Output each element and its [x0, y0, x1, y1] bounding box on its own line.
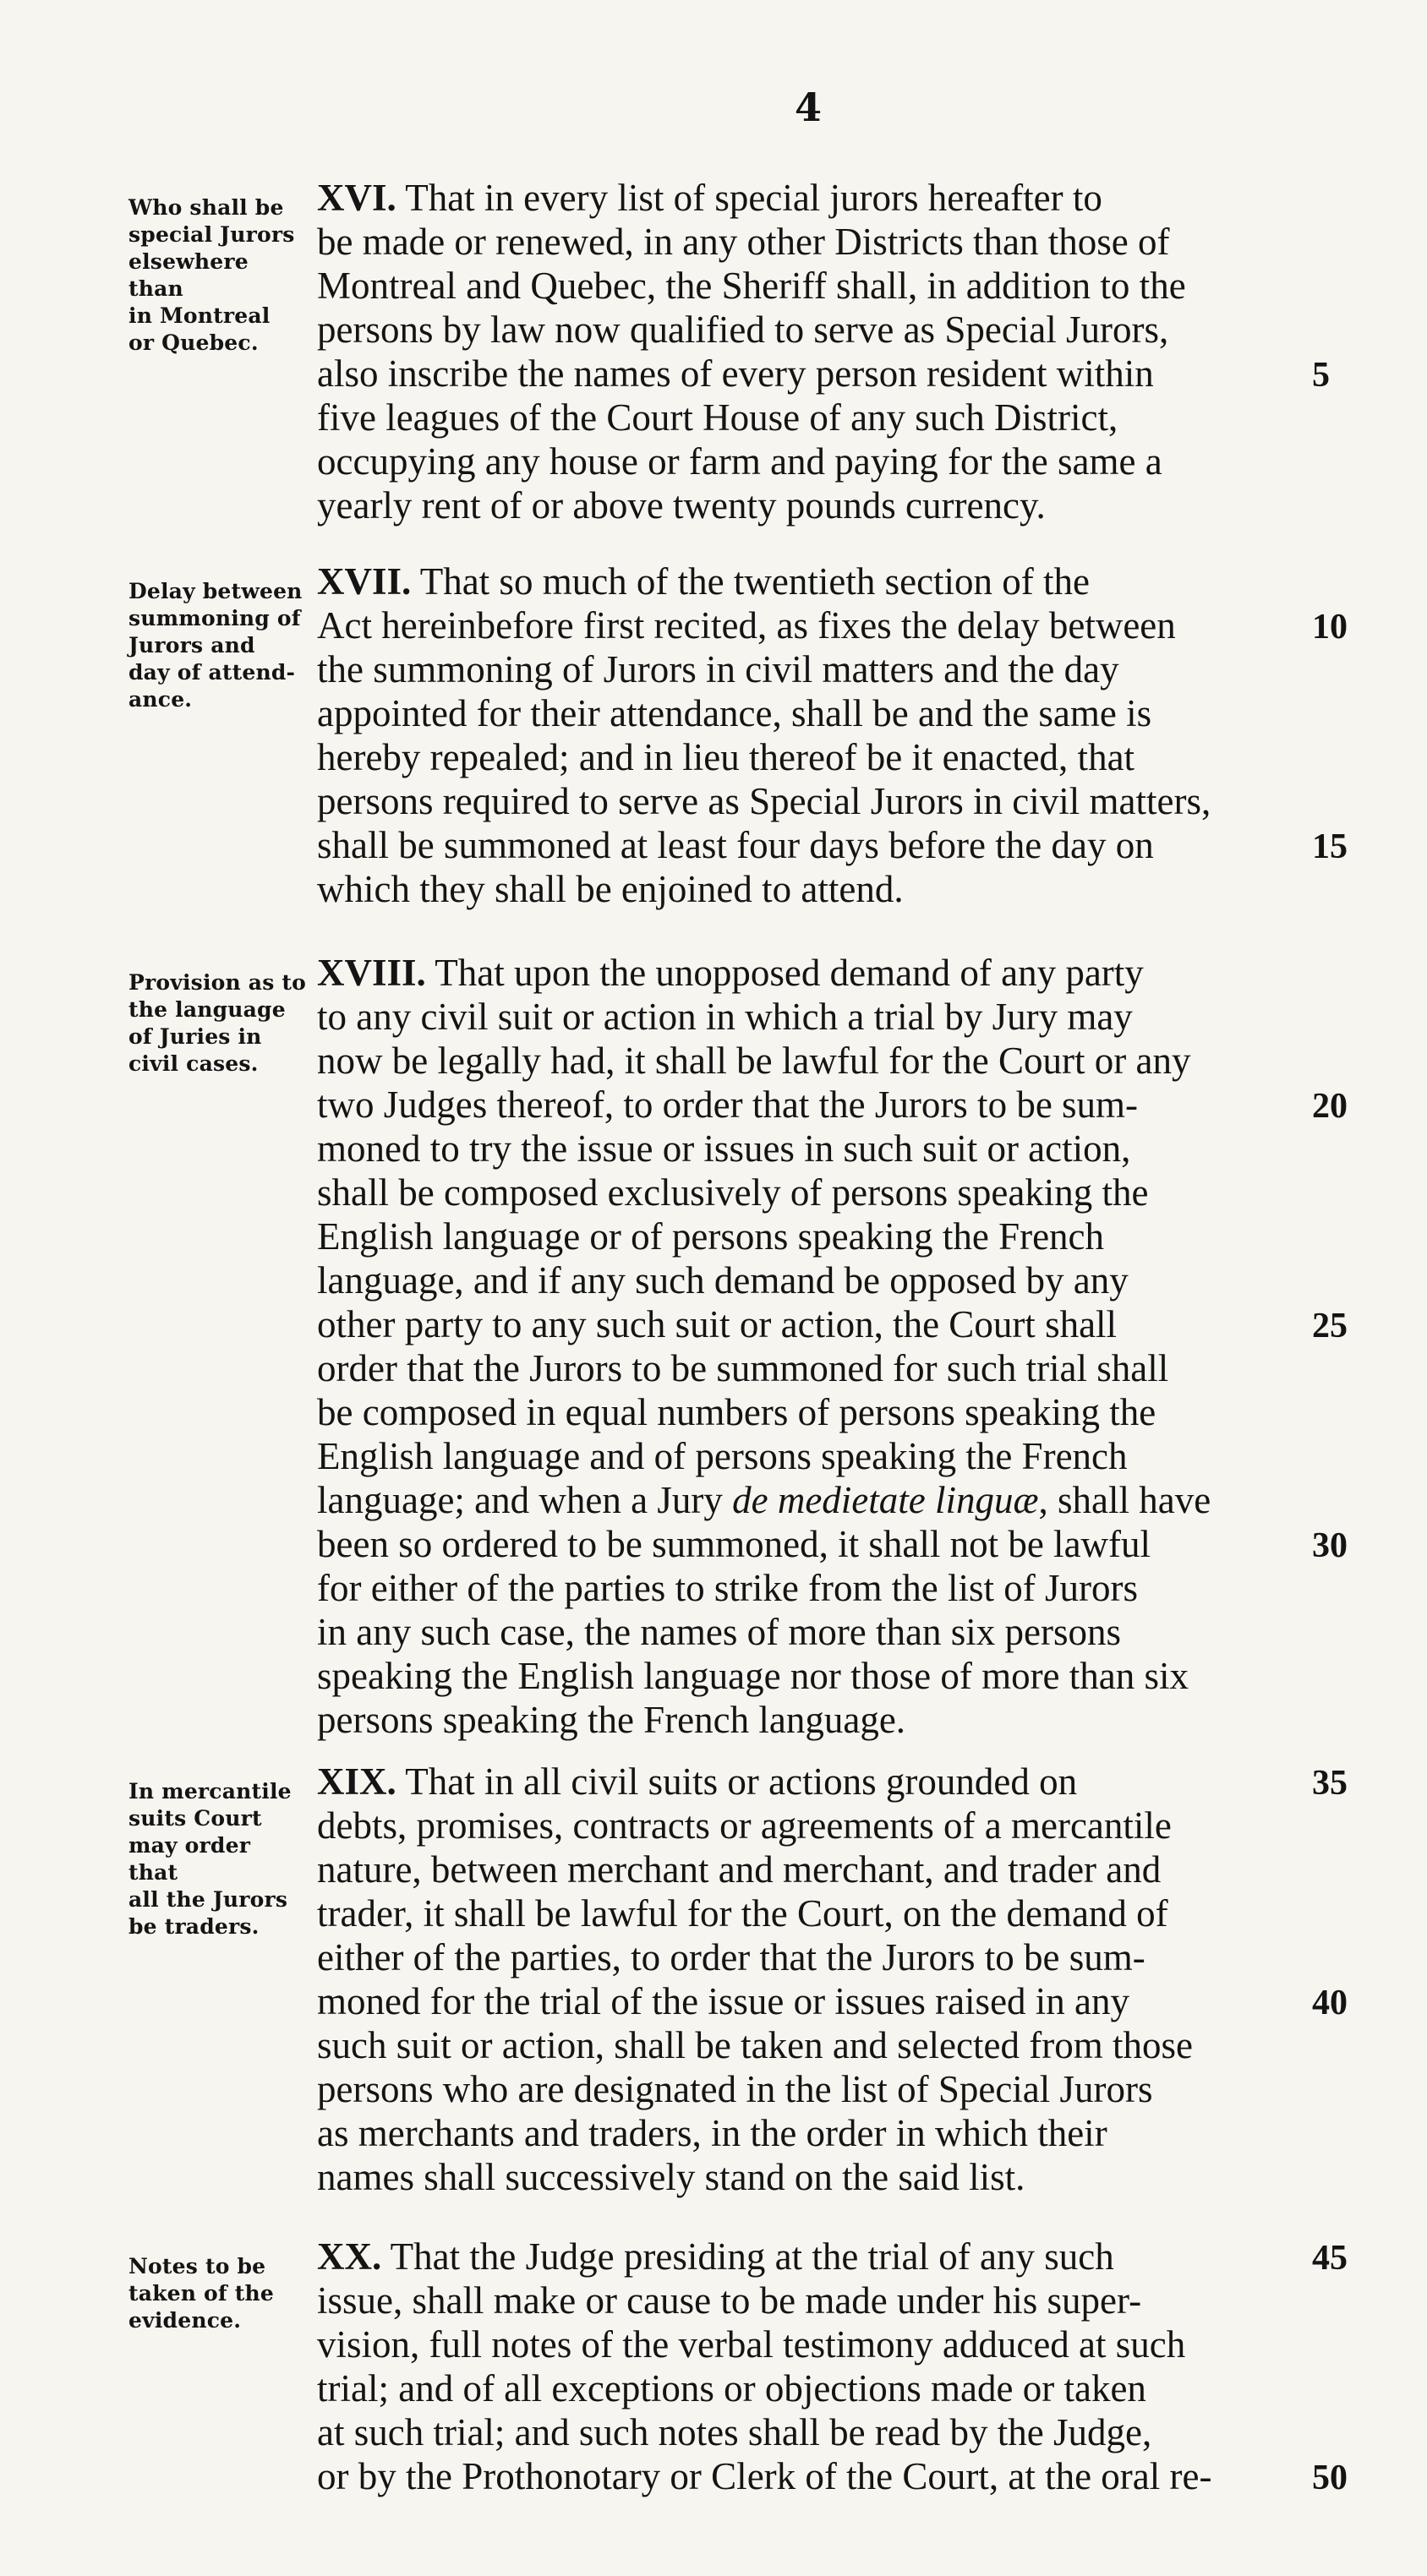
- text-line: [317, 1478, 1306, 1522]
- text-line: [317, 779, 1306, 823]
- line-text: moned to try the issue or issues in such suit or action,: [317, 1127, 1131, 1170]
- line-text: five leagues of the Court House of any such District,: [317, 396, 1118, 439]
- section-number: XVII.: [317, 560, 412, 603]
- text-line: [317, 396, 1306, 439]
- margin-line-number: 35: [1312, 1764, 1348, 1803]
- margin-note-xvii: [128, 578, 306, 713]
- margin-note-xvi: [128, 194, 306, 357]
- line-text: issue, shall make or cause to be made under his super-: [317, 2279, 1142, 2322]
- margin-note-line: special Jurors: [128, 222, 295, 247]
- text-line: [317, 2279, 1306, 2322]
- line-text: That so much of the twentieth section of the: [411, 560, 1091, 603]
- text-line: [317, 823, 1306, 867]
- text-line: [317, 1434, 1306, 1478]
- text-line: [317, 1522, 1306, 1566]
- line-text: speaking the English language nor those of more than six: [317, 1655, 1189, 1697]
- line-text: also inscribe the names of every person resident within: [317, 352, 1154, 395]
- text-line: [317, 1610, 1306, 1654]
- margin-note-line: evidence.: [128, 2308, 242, 2333]
- margin-note-line: day of attend-: [128, 660, 296, 685]
- text-line: [317, 2235, 1306, 2279]
- text-line: [317, 995, 1306, 1039]
- text-line: [317, 2454, 1306, 2498]
- margin-line-number: 15: [1312, 827, 1348, 866]
- text-line: [317, 2111, 1306, 2155]
- line-text: the summoning of Jurors in civil matters and the day: [317, 648, 1119, 690]
- line-text: been so ordered to be summoned, it shall not be lawful: [317, 1523, 1151, 1565]
- line-text: That in all civil suits or actions grounded on: [396, 1760, 1078, 1803]
- line-text: language, and if any such demand be opposed by any: [317, 1259, 1129, 1302]
- margin-note-line: taken of the: [128, 2281, 275, 2306]
- margin-note-line: the language: [128, 997, 286, 1022]
- line-text: That the Judge presiding at the trial of any such: [381, 2235, 1114, 2278]
- line-text: English language or of persons speaking the French: [317, 1215, 1105, 1258]
- text-line: [317, 2410, 1306, 2454]
- margin-note-line: civil cases.: [128, 1051, 259, 1076]
- text-line: [317, 439, 1306, 483]
- section-number: XVIII.: [317, 952, 426, 994]
- line-text: be made or renewed, in any other Districts than those of: [317, 221, 1170, 263]
- margin-note-line: may order that: [128, 1833, 251, 1885]
- line-text: trial; and of all exceptions or objections made or taken: [317, 2367, 1146, 2410]
- text-line: [317, 867, 1306, 911]
- text-line: [317, 1760, 1306, 1804]
- section-number: XIX.: [317, 1760, 396, 1803]
- text-line: [317, 220, 1306, 264]
- line-text: Montreal and Quebec, the Sheriff shall, in addition to the: [317, 265, 1186, 307]
- line-text: persons required to serve as Special Jurors in civil matters,: [317, 780, 1211, 822]
- line-text: nature, between merchant and merchant, and trader and: [317, 1848, 1162, 1891]
- text-line: [317, 2067, 1306, 2111]
- line-text: hereby repealed; and in lieu thereof be it enacted, that: [317, 736, 1135, 778]
- line-text: at such trial; and such notes shall be read by the Judge,: [317, 2411, 1152, 2453]
- margin-note-line: summoning of: [128, 606, 301, 630]
- text-line: [317, 647, 1306, 691]
- text-line: [317, 483, 1306, 527]
- margin-note-line: be traders.: [128, 1914, 260, 1939]
- line-text: Act hereinbefore first recited, as fixes the delay between: [317, 604, 1176, 647]
- margin-line-number: 5: [1312, 356, 1330, 395]
- line-text-after: , shall have: [1038, 1479, 1211, 1521]
- latin-phrase: de medietate linguæ: [732, 1479, 1039, 1521]
- margin-note-line: elsewhere than: [128, 249, 249, 301]
- line-text: order that the Jurors to be summoned for such trial shall: [317, 1347, 1169, 1389]
- line-text: persons speaking the French language.: [317, 1699, 906, 1741]
- margin-note-line: in Montreal: [128, 303, 271, 328]
- text-line: [317, 264, 1306, 308]
- margin-note-line: In mercantile: [128, 1779, 292, 1804]
- text-line: [317, 1083, 1306, 1127]
- line-text: English language and of persons speaking the French: [317, 1435, 1128, 1477]
- line-text: to any civil suit or action in which a trial by Jury may: [317, 996, 1133, 1038]
- text-line: [317, 1346, 1306, 1390]
- text-line: [317, 1039, 1306, 1083]
- line-text: in any such case, the names of more than six persons: [317, 1611, 1121, 1653]
- line-text: as merchants and traders, in the order in which their: [317, 2112, 1107, 2154]
- line-text: vision, full notes of the verbal testimony adduced at such: [317, 2323, 1186, 2366]
- text-line: [317, 2322, 1306, 2366]
- text-line: [317, 2366, 1306, 2410]
- text-line: [317, 2155, 1306, 2199]
- margin-note-line: ance.: [128, 687, 193, 712]
- text-line: [317, 2023, 1306, 2067]
- text-line: [317, 691, 1306, 735]
- line-text: yearly rent of or above twenty pounds currency.: [317, 484, 1046, 527]
- line-text: names shall successively stand on the said list.: [317, 2156, 1025, 2198]
- text-line: [317, 1171, 1306, 1214]
- margin-note-line: suits Court: [128, 1806, 262, 1831]
- line-text: or by the Prothonotary or Clerk of the Court, at the oral re-: [317, 2455, 1212, 2497]
- margin-line-number: 20: [1312, 1087, 1348, 1126]
- margin-line-number: 25: [1312, 1307, 1348, 1345]
- margin-line-number: 30: [1312, 1526, 1348, 1565]
- text-line: [317, 308, 1306, 352]
- text-line: [317, 1698, 1306, 1742]
- margin-note-line: Jurors and: [128, 633, 255, 658]
- text-line: [317, 1127, 1306, 1171]
- line-text: such suit or action, shall be taken and selected from those: [317, 2024, 1193, 2066]
- margin-line-number: 10: [1312, 608, 1348, 647]
- text-line: [317, 603, 1306, 647]
- line-text: shall be composed exclusively of persons speaking the: [317, 1171, 1149, 1214]
- margin-note-xix: [128, 1778, 306, 1940]
- text-line: [317, 1979, 1306, 2023]
- section-number: XX.: [317, 2235, 382, 2278]
- text-line: [317, 1804, 1306, 1847]
- line-text: other party to any such suit or action, the Court shall: [317, 1303, 1118, 1345]
- text-line: [317, 1302, 1306, 1346]
- page-number: 4: [795, 85, 823, 130]
- margin-note-line: Delay between: [128, 579, 303, 603]
- text-line: [317, 735, 1306, 779]
- margin-note-line: Who shall be: [128, 195, 284, 220]
- section-number: XVI.: [317, 177, 396, 219]
- text-line: [317, 1390, 1306, 1434]
- line-text: moned for the trial of the issue or issues raised in any: [317, 1980, 1130, 2022]
- line-text: trader, it shall be lawful for the Court, on the demand of: [317, 1892, 1168, 1935]
- margin-note-line: Notes to be: [128, 2254, 266, 2279]
- margin-note-line: or Quebec.: [128, 330, 259, 355]
- line-text: for either of the parties to strike from the list of Jurors: [317, 1567, 1138, 1609]
- line-text: persons who are designated in the list of Special Jurors: [317, 2068, 1153, 2110]
- line-text: language; and when a Jury: [317, 1479, 733, 1521]
- text-line: [317, 1935, 1306, 1979]
- text-line: [317, 559, 1306, 603]
- margin-note-line: all the Jurors: [128, 1887, 288, 1912]
- margin-note-line: Provision as to: [128, 970, 306, 995]
- line-text: debts, promises, contracts or agreements of a mercantile: [317, 1804, 1172, 1847]
- text-line: [317, 1214, 1306, 1258]
- line-text: be composed in equal numbers of persons speaking the: [317, 1391, 1156, 1433]
- margin-note-xviii: [128, 969, 306, 1078]
- text-line: [317, 176, 1306, 220]
- margin-line-number: 45: [1312, 2239, 1348, 2278]
- text-line: [317, 1654, 1306, 1698]
- line-text: which they shall be enjoined to attend.: [317, 868, 904, 910]
- margin-line-number: 50: [1312, 2459, 1348, 2497]
- text-line: [317, 1891, 1306, 1935]
- line-text: That in every list of special jurors hereafter to: [396, 177, 1102, 219]
- line-text: now be legally had, it shall be lawful for the Court or any: [317, 1040, 1191, 1082]
- margin-line-number: 40: [1312, 1984, 1348, 2022]
- text-line: [317, 1847, 1306, 1891]
- text-line: [317, 1258, 1306, 1302]
- margin-note-line: of Juries in: [128, 1024, 262, 1049]
- line-text: occupying any house or farm and paying for the same a: [317, 440, 1162, 483]
- line-text: That upon the unopposed demand of any party: [425, 952, 1144, 994]
- line-text: either of the parties, to order that the Jurors to be sum-: [317, 1936, 1145, 1978]
- line-text: appointed for their attendance, shall be and the same is: [317, 692, 1152, 734]
- line-text: shall be summoned at least four days before the day on: [317, 824, 1154, 866]
- margin-note-xx: [128, 2253, 306, 2334]
- line-text: two Judges thereof, to order that the Jurors to be sum-: [317, 1083, 1139, 1126]
- text-line: [317, 352, 1306, 396]
- line-text: persons by law now qualified to serve as Special Jurors,: [317, 308, 1169, 351]
- text-line: [317, 951, 1306, 995]
- text-line: [317, 1566, 1306, 1610]
